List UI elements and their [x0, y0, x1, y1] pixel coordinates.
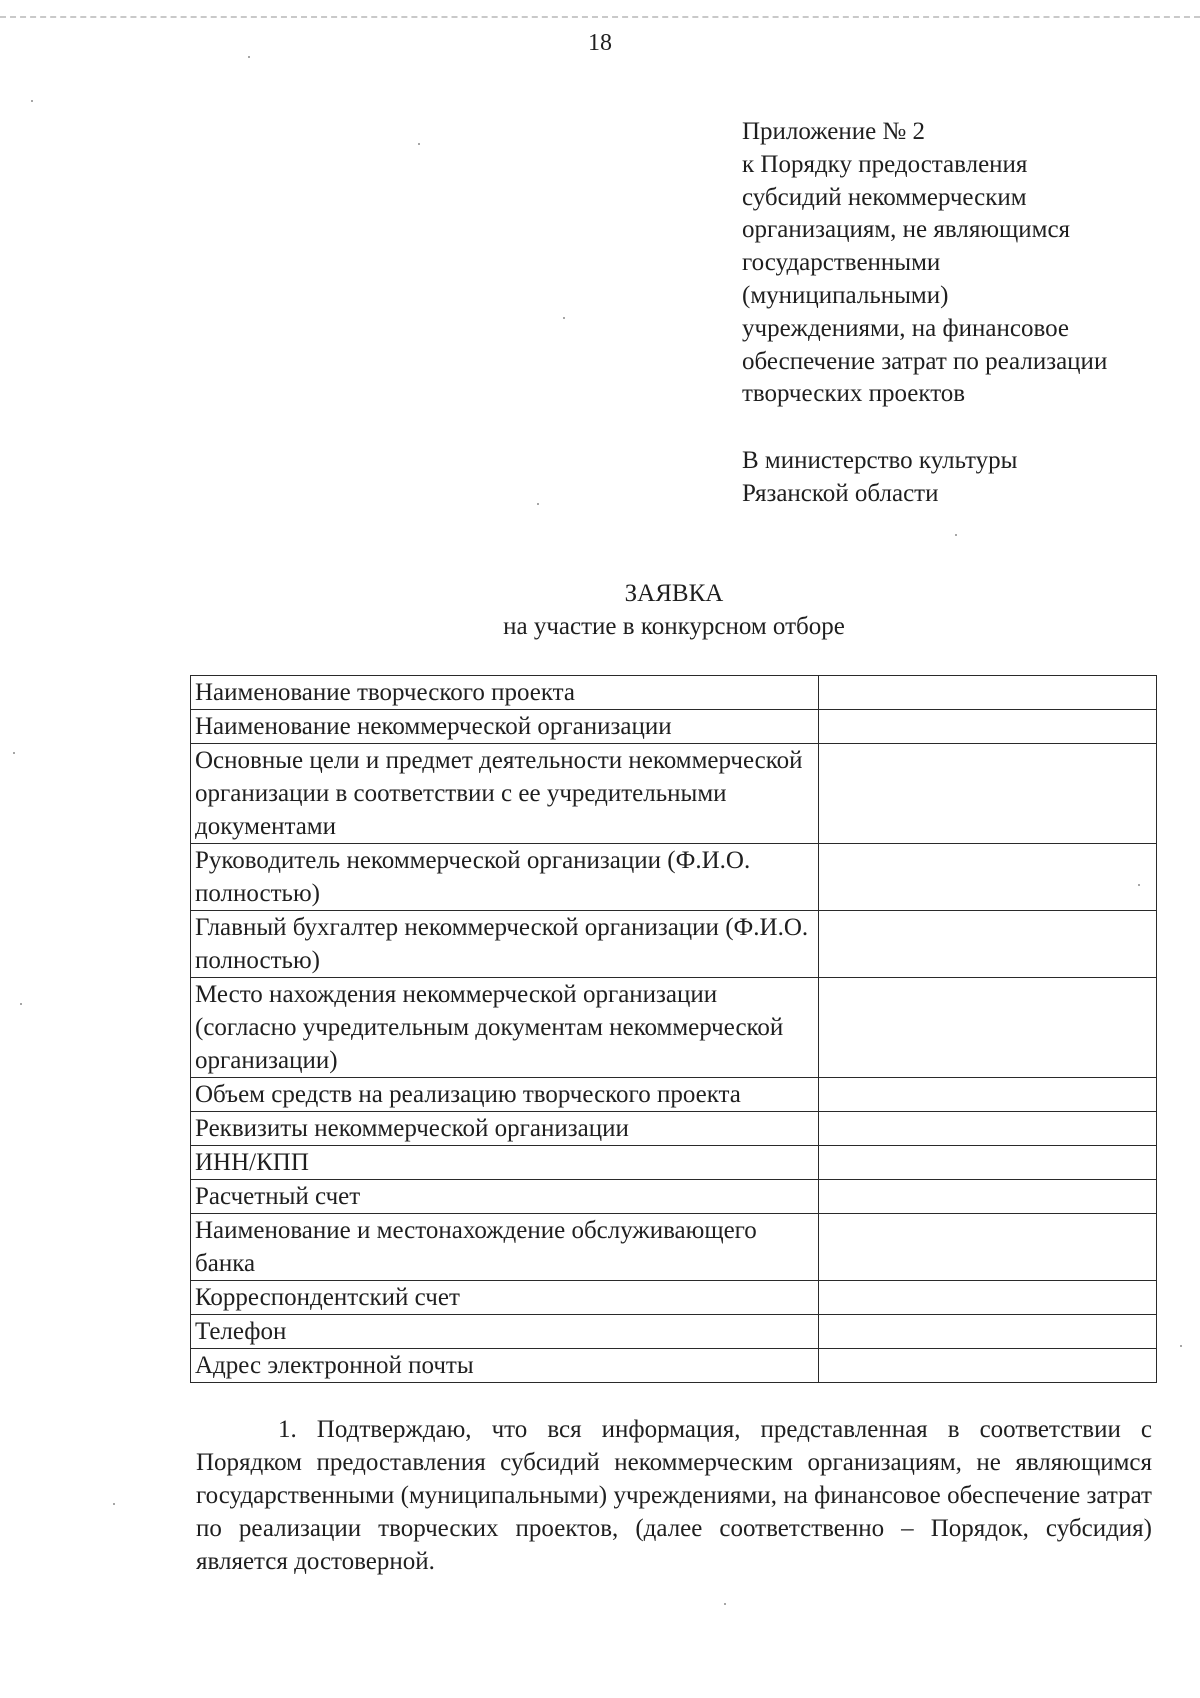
document-subtitle: на участие в конкурсном отборе	[503, 613, 845, 640]
row-label: Адрес электронной почты	[191, 1349, 819, 1383]
row-value-field[interactable]	[818, 1349, 1156, 1383]
table-row	[191, 844, 1157, 911]
table-row	[191, 1315, 1157, 1349]
row-value-field[interactable]	[818, 710, 1156, 744]
table-row	[191, 1112, 1157, 1146]
row-label: ИНН/КПП	[191, 1146, 819, 1180]
table-row	[191, 676, 1157, 710]
row-label: Место нахождения некоммерческой организации (согласно учредительным документам некоммерческой организации)	[191, 978, 819, 1078]
row-value-field[interactable]	[818, 844, 1156, 911]
appendix-line: Приложение № 2	[742, 118, 926, 145]
row-label: Наименование творческого проекта	[191, 676, 819, 710]
row-label: Руководитель некоммерческой организации (Ф.И.О. полностью)	[191, 844, 819, 911]
row-value-field[interactable]	[818, 1146, 1156, 1180]
row-value-field[interactable]	[818, 1078, 1156, 1112]
table-row	[191, 1078, 1157, 1112]
scan-speck	[113, 1503, 115, 1505]
addressee-block	[742, 444, 1162, 510]
addressee-line: В министерство культуры	[742, 447, 1018, 474]
scan-speck	[563, 317, 565, 319]
scan-speck	[31, 100, 33, 102]
row-value-field[interactable]	[818, 1112, 1156, 1146]
row-label: Наименование некоммерческой организации	[191, 710, 819, 744]
row-label: Реквизиты некоммерческой организации	[191, 1112, 819, 1146]
scan-speck	[955, 534, 957, 536]
scan-edge-artifact	[0, 16, 1200, 18]
scan-speck	[537, 503, 539, 505]
appendix-line: обеспечение затрат по реализации	[742, 347, 1108, 375]
row-label: Наименование и местонахождение обслуживающего банка	[191, 1214, 819, 1281]
scan-speck	[1180, 1345, 1182, 1347]
row-label: Расчетный счет	[191, 1180, 819, 1214]
row-label: Телефон	[191, 1315, 819, 1349]
confirmation-paragraph	[196, 1413, 1152, 1578]
appendix-line: (муниципальными)	[742, 281, 949, 309]
paragraph-text: 1. Подтверждаю, что вся информация, представленная в соответствии с Порядком предоставления субсидий некоммерческим организациям, не являющимся государственными (муниципальными) учреждениями, на финансовое обеспечение затрат по реализации творческих проектов, (далее соответственно – Порядок, субсидия) является достоверной.	[196, 1416, 1152, 1575]
scan-speck	[418, 143, 420, 145]
row-label: Основные цели и предмет деятельности некоммерческой организации в соответствии с ее учредительными документами	[191, 744, 819, 844]
table-row	[191, 1349, 1157, 1383]
appendix-line: к Порядку предоставления	[742, 150, 1028, 178]
row-label: Главный бухгалтер некоммерческой организации (Ф.И.О. полностью)	[191, 911, 819, 978]
appendix-header	[742, 116, 1162, 411]
appendix-line: организациям, не являющимся	[742, 216, 1071, 244]
appendix-line: учреждениями, на финансовое	[742, 314, 1070, 342]
scan-speck	[248, 56, 250, 58]
application-form-table	[190, 675, 1157, 1383]
table-row	[191, 744, 1157, 844]
row-value-field[interactable]	[818, 1180, 1156, 1214]
table-row	[191, 911, 1157, 978]
table-row	[191, 710, 1157, 744]
scan-speck	[20, 1003, 22, 1005]
scan-speck	[1138, 884, 1140, 886]
row-label: Объем средств на реализацию творческого проекта	[191, 1078, 819, 1112]
table-row	[191, 1281, 1157, 1315]
page-number: 18	[588, 30, 612, 56]
appendix-line: государственными	[742, 249, 941, 277]
scan-speck	[724, 1603, 726, 1605]
addressee-line: Рязанской области	[742, 480, 939, 507]
scan-speck	[13, 752, 15, 754]
table-row	[191, 1146, 1157, 1180]
document-title: ЗАЯВКА	[624, 580, 724, 607]
row-value-field[interactable]	[818, 978, 1156, 1078]
row-value-field[interactable]	[818, 744, 1156, 844]
table-row	[191, 1180, 1157, 1214]
row-value-field[interactable]	[818, 1315, 1156, 1349]
appendix-line: субсидий некоммерческим	[742, 183, 1027, 211]
row-value-field[interactable]	[818, 1281, 1156, 1315]
row-value-field[interactable]	[818, 1214, 1156, 1281]
row-value-field[interactable]	[818, 676, 1156, 710]
row-label: Корреспондентский счет	[191, 1281, 819, 1315]
appendix-line: творческих проектов	[742, 380, 966, 408]
row-value-field[interactable]	[818, 911, 1156, 978]
table-row	[191, 978, 1157, 1078]
table-row	[191, 1214, 1157, 1281]
